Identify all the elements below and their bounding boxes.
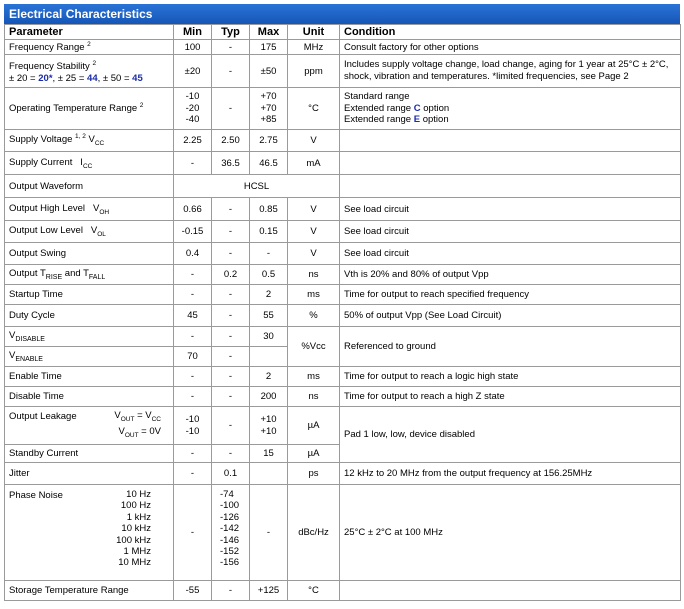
header-unit: Unit bbox=[288, 25, 340, 40]
max-cell: +125 bbox=[250, 581, 288, 601]
condition-cell bbox=[340, 175, 681, 198]
min-cell: -55 bbox=[174, 581, 212, 601]
min-cell: ±20 bbox=[174, 55, 212, 88]
param-supply-voltage: Supply Voltage $^{1, 2}$ $V_{CC}$ bbox=[5, 130, 174, 152]
typ-cell: - bbox=[212, 387, 250, 407]
min-cell: -10 -20 -40 bbox=[174, 88, 212, 130]
table-row bbox=[5, 305, 681, 327]
max-cell: +10 +10 bbox=[250, 407, 288, 445]
table-row bbox=[5, 387, 681, 407]
table-row bbox=[5, 130, 681, 152]
condition-cell: 25°C ± 2°C at 100 MHz bbox=[340, 485, 681, 581]
max-cell: 46.5 bbox=[250, 152, 288, 175]
typ-cell: - bbox=[212, 55, 250, 88]
header-max: Max bbox=[250, 25, 288, 40]
typ-cell: - bbox=[212, 285, 250, 305]
condition-cell: Standard range Extended range C option Extended range E option bbox=[340, 88, 681, 130]
param-output-swing: Output Swing bbox=[5, 243, 174, 265]
header-typ: Typ bbox=[212, 25, 250, 40]
min-cell: - bbox=[174, 152, 212, 175]
min-cell: - bbox=[174, 445, 212, 463]
typ-cell: - bbox=[212, 221, 250, 243]
typ-cell: - bbox=[212, 581, 250, 601]
unit-cell: MHz bbox=[288, 40, 340, 55]
table-row bbox=[5, 463, 681, 485]
min-cell: - bbox=[174, 387, 212, 407]
unit-cell: µA bbox=[288, 407, 340, 445]
header-condition: Condition bbox=[340, 25, 681, 40]
max-cell: 2.75 bbox=[250, 130, 288, 152]
unit-cell: ms bbox=[288, 367, 340, 387]
min-cell: - bbox=[174, 485, 212, 581]
table-row bbox=[5, 175, 681, 198]
header-row bbox=[5, 25, 681, 40]
condition-cell bbox=[340, 152, 681, 175]
max-cell: 0.15 bbox=[250, 221, 288, 243]
min-cell: 0.66 bbox=[174, 198, 212, 221]
unit-cell: °C bbox=[288, 581, 340, 601]
max-cell: 2 bbox=[250, 367, 288, 387]
typ-cell: - bbox=[212, 407, 250, 445]
table-row bbox=[5, 221, 681, 243]
table-row bbox=[5, 285, 681, 305]
condition-cell: Time for output to reach a logic high state bbox=[340, 367, 681, 387]
unit-cell: ms bbox=[288, 285, 340, 305]
table-row bbox=[5, 152, 681, 175]
typ-cell: 36.5 bbox=[212, 152, 250, 175]
param-output-low-level: Output Low Level $V_{OL}$ bbox=[5, 221, 174, 243]
unit-cell: % bbox=[288, 305, 340, 327]
header-min: Min bbox=[174, 25, 212, 40]
min-cell: -10 -10 bbox=[174, 407, 212, 445]
condition-cell: Includes supply voltage change, load change, aging for 1 year at 25°C ± 2°C, shock, vibration and temperatures. *limited frequencies, see Page 2 bbox=[340, 55, 681, 88]
param-v-disable: $V_{DISABLE}$ bbox=[5, 327, 174, 347]
unit-cell: °C bbox=[288, 88, 340, 130]
condition-cell: 12 kHz to 20 MHz from the output frequency at 156.25MHz bbox=[340, 463, 681, 485]
unit-cell: V bbox=[288, 198, 340, 221]
min-cell: -0.15 bbox=[174, 221, 212, 243]
unit-cell: ns bbox=[288, 265, 340, 285]
table-row bbox=[5, 407, 681, 445]
table-row bbox=[5, 243, 681, 265]
param-jitter: Jitter bbox=[5, 463, 174, 485]
typ-cell: - bbox=[212, 198, 250, 221]
table-row bbox=[5, 327, 681, 347]
table-row bbox=[5, 55, 681, 88]
param-operating-temperature: Operating Temperature Range $^2$ bbox=[5, 88, 174, 130]
unit-cell: µA bbox=[288, 445, 340, 463]
table-row bbox=[5, 367, 681, 387]
min-cell: - bbox=[174, 463, 212, 485]
param-output-waveform: Output Waveform bbox=[5, 175, 174, 198]
max-cell: - bbox=[250, 243, 288, 265]
unit-cell: ns bbox=[288, 387, 340, 407]
min-cell: - bbox=[174, 285, 212, 305]
condition-cell: Time for output to reach a high Z state bbox=[340, 387, 681, 407]
typ-cell: - bbox=[212, 40, 250, 55]
typ-cell: - bbox=[212, 305, 250, 327]
table-row bbox=[5, 485, 681, 581]
condition-cell: See load circuit bbox=[340, 221, 681, 243]
max-cell bbox=[250, 463, 288, 485]
condition-cell: Vth is 20% and 80% of output Vpp bbox=[340, 265, 681, 285]
max-cell: 0.5 bbox=[250, 265, 288, 285]
condition-cell: Time for output to reach specified frequency bbox=[340, 285, 681, 305]
typ-cell: - bbox=[212, 327, 250, 347]
min-cell: - bbox=[174, 367, 212, 387]
max-cell: +70 +70 +85 bbox=[250, 88, 288, 130]
param-storage-temperature: Storage Temperature Range bbox=[5, 581, 174, 601]
unit-cell: ppm bbox=[288, 55, 340, 88]
max-cell: 200 bbox=[250, 387, 288, 407]
param-frequency-stability: Frequency Stability $^2$ ± 20 = 20*, ± 25 = 44, ± 50 = 45 bbox=[5, 55, 174, 88]
max-cell: - bbox=[250, 485, 288, 581]
max-cell: 15 bbox=[250, 445, 288, 463]
typ-cell: - bbox=[212, 88, 250, 130]
typ-cell: - bbox=[212, 367, 250, 387]
header-parameter: Parameter bbox=[5, 25, 174, 40]
min-cell: 100 bbox=[174, 40, 212, 55]
max-cell bbox=[250, 347, 288, 367]
typ-cell: - bbox=[212, 445, 250, 463]
unit-cell: %Vcc bbox=[288, 327, 340, 367]
param-duty-cycle: Duty Cycle bbox=[5, 305, 174, 327]
condition-cell: Pad 1 low, low, device disabled bbox=[340, 407, 681, 463]
condition-cell: See load circuit bbox=[340, 198, 681, 221]
unit-cell: V bbox=[288, 221, 340, 243]
max-cell: 175 bbox=[250, 40, 288, 55]
table-row bbox=[5, 265, 681, 285]
unit-cell: V bbox=[288, 130, 340, 152]
electrical-characteristics-table bbox=[4, 4, 680, 601]
param-rise-fall: Output $T_{RISE}$ and $T_{FALL}$ bbox=[5, 265, 174, 285]
param-output-leakage: Output Leakage $V_{OUT} = V_{CC}$ $V_{OUT} = 0V$ bbox=[5, 407, 174, 445]
unit-cell: ps bbox=[288, 463, 340, 485]
condition-cell: Referenced to ground bbox=[340, 327, 681, 367]
typ-cell: 0.2 bbox=[212, 265, 250, 285]
condition-cell: Consult factory for other options bbox=[340, 40, 681, 55]
table-row bbox=[5, 88, 681, 130]
condition-cell: See load circuit bbox=[340, 243, 681, 265]
table-row bbox=[5, 40, 681, 55]
param-disable-time: Disable Time bbox=[5, 387, 174, 407]
param-phase-noise: Phase Noise 10 Hz 100 Hz 1 kHz 10 kHz 100 kHz 1 MHz 10 MHz bbox=[5, 485, 174, 581]
max-cell: 2 bbox=[250, 285, 288, 305]
table-row bbox=[5, 198, 681, 221]
min-cell: - bbox=[174, 327, 212, 347]
min-cell: 45 bbox=[174, 305, 212, 327]
max-cell: 30 bbox=[250, 327, 288, 347]
table-title: Electrical Characteristics bbox=[4, 4, 680, 24]
typ-cell: 2.50 bbox=[212, 130, 250, 152]
max-cell: 0.85 bbox=[250, 198, 288, 221]
param-frequency-range: Frequency Range $^2$ bbox=[5, 40, 174, 55]
max-cell: 55 bbox=[250, 305, 288, 327]
param-supply-current: Supply Current $I_{CC}$ bbox=[5, 152, 174, 175]
max-cell: ±50 bbox=[250, 55, 288, 88]
param-startup-time: Startup Time bbox=[5, 285, 174, 305]
typ-cell: - bbox=[212, 243, 250, 265]
min-cell: 0.4 bbox=[174, 243, 212, 265]
min-cell: 70 bbox=[174, 347, 212, 367]
unit-cell: mA bbox=[288, 152, 340, 175]
condition-cell bbox=[340, 581, 681, 601]
unit-cell: dBc/Hz bbox=[288, 485, 340, 581]
typ-cell: 0.1 bbox=[212, 463, 250, 485]
table-row bbox=[5, 581, 681, 601]
waveform-value: HCSL bbox=[174, 175, 340, 198]
min-cell: 2.25 bbox=[174, 130, 212, 152]
param-output-high-level: Output High Level $V_{OH}$ bbox=[5, 198, 174, 221]
param-standby-current: Standby Current bbox=[5, 445, 174, 463]
condition-cell: 50% of output Vpp (See Load Circuit) bbox=[340, 305, 681, 327]
param-v-enable: $V_{ENABLE}$ bbox=[5, 347, 174, 367]
param-enable-time: Enable Time bbox=[5, 367, 174, 387]
unit-cell: V bbox=[288, 243, 340, 265]
min-cell: - bbox=[174, 265, 212, 285]
typ-cell: -74 -100 -126 -142 -146 -152 -156 bbox=[212, 485, 250, 581]
typ-cell: - bbox=[212, 347, 250, 367]
condition-cell bbox=[340, 130, 681, 152]
